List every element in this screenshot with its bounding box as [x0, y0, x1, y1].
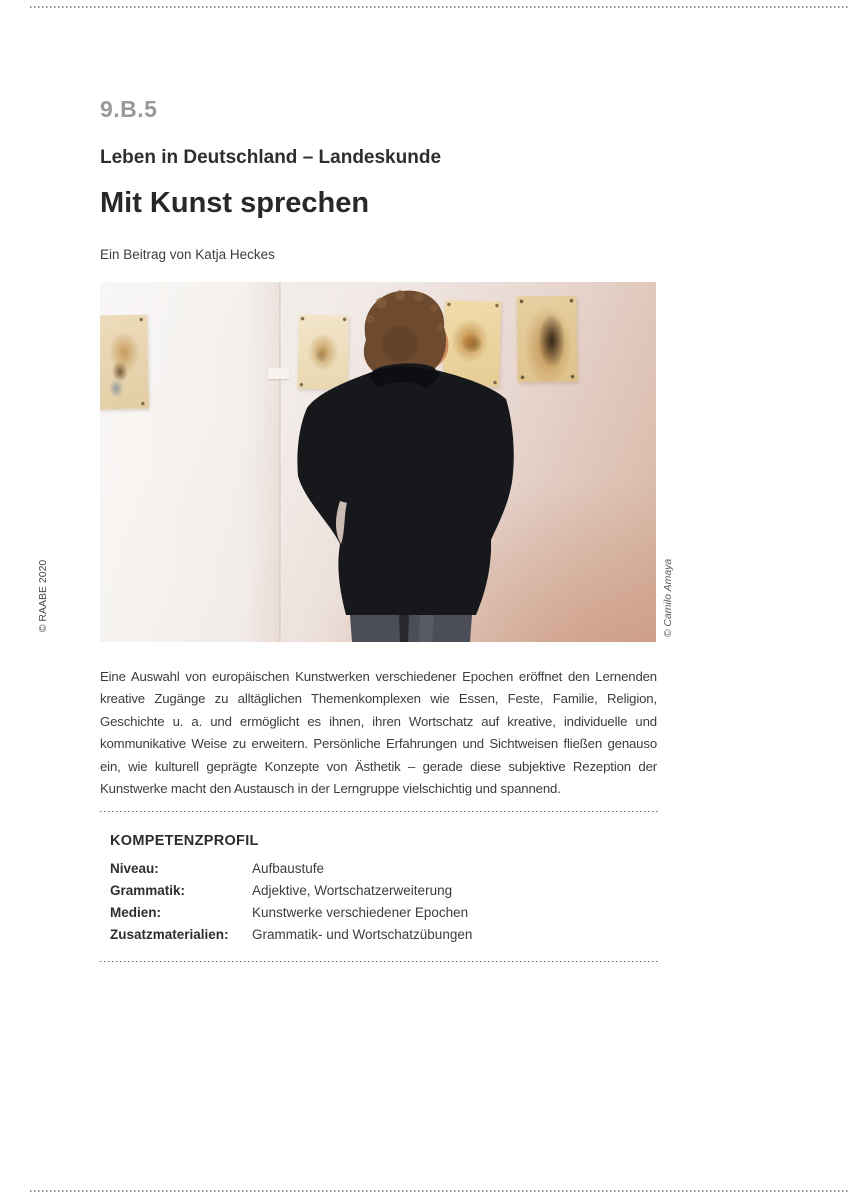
kompetenzprofil-row [110, 902, 650, 924]
kompetenzprofil-row-label: Medien: [110, 905, 162, 920]
man-coat [297, 363, 513, 615]
kompetenzprofil-row-value: Grammatik- und Wortschatzübungen [252, 927, 473, 942]
author-byline: Ein Beitrag von Katja Heckes [100, 247, 275, 262]
bottom-edge-dotted-rule [30, 1190, 848, 1192]
kompetenzprofil-row [110, 924, 650, 946]
series-heading: Leben in Deutschland – Landeskunde [100, 147, 442, 168]
page-title: Mit Kunst sprechen [100, 187, 370, 219]
kompetenzprofil-heading: KOMPETENZPROFIL [110, 833, 259, 849]
man-jeans [350, 615, 472, 642]
kompetenzprofil-row [110, 880, 650, 902]
kompetenzprofil-row-label: Niveau: [110, 861, 159, 876]
kompetenzprofil-row-label: Grammatik: [110, 883, 186, 898]
jeans-leg-gap [399, 615, 409, 642]
photo-credit: © Camilo Amaya [662, 558, 674, 638]
intro-paragraph: Eine Auswahl von europäischen Kunstwerken verschiedener Epochen eröffnet den Lernenden kreative Zugänge zu alltäglichen Themenkomplexen wie Essen, Feste, Familie, Religion, Geschichte u. a. und ermöglicht es ihnen, ihren Wortschatz auf kreative, individuelle und kommunikative Weise zu erweitern. Persönliche Erfahrungen und Sichtweisen fließen genauso ein, wie kulturell geprägte Konzepte von Ästhetik – gerade diese subjektive Rezeption der Kunstwerke macht den Austausch in der Lerngruppe vielschichtig und spannend. [100, 669, 657, 797]
unit-code: 9.B.5 [100, 96, 158, 122]
kompetenzprofil-top-rule [100, 811, 659, 813]
man-silhouette [100, 282, 656, 642]
kompetenzprofil-row-value: Adjektive, Wortschatzerweiterung [252, 883, 453, 898]
top-edge-dotted-rule [30, 6, 848, 8]
kompetenzprofil-row-value: Kunstwerke verschiedener Epochen [252, 905, 469, 920]
kompetenzprofil-row-label: Zusatzmaterialien: [110, 927, 229, 942]
gallery-photo [100, 282, 656, 642]
kompetenzprofil-row [110, 858, 650, 880]
kompetenzprofil-bottom-rule [100, 961, 659, 963]
publisher-copyright: © RAABE 2020 [37, 559, 49, 633]
kompetenzprofil-row-value: Aufbaustufe [252, 861, 325, 876]
kompetenzprofil-table [110, 858, 650, 946]
